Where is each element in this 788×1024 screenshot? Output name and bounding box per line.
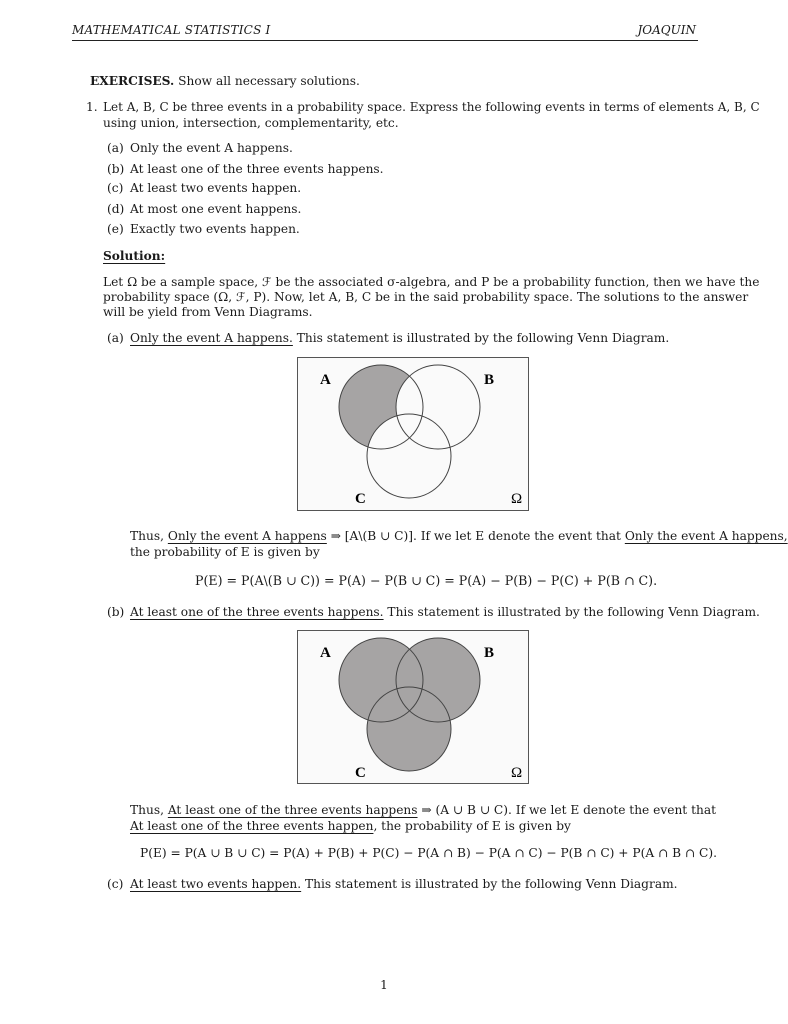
solution-heading: Solution: [103,249,166,263]
venn-diagram-b [297,630,529,784]
part-a-thus-line1 [130,529,788,544]
thus-prefix: Thus, [130,529,168,543]
exercises-line [90,74,360,89]
part-b-statement [130,605,760,620]
part-b-rest: This statement is illustrated by the following Venn Diagram. [383,605,760,619]
part-a-underlined: Only the event A happens. [130,331,293,345]
thus-line2-rest: , the probability of E is given by [373,819,571,833]
problem-number: 1. [86,100,98,114]
exercises-heading: EXERCISES. [90,74,175,88]
venn-label-c: C [355,491,366,507]
problem-text-line2: using union, intersection, complementarity, etc. [103,116,399,130]
solution-intro-line2: probability space (Ω, ℱ, P). Now, let A, B, C be in the said probability space. The solutions to the answer [103,290,749,304]
problem-text-line1: Let A, B, C be three events in a probability space. Express the following events in terms of elements A, B, C [103,100,760,114]
thus-middle: ⇒ (A ∪ B ∪ C). If we let E denote the event that [417,803,716,817]
venn-label-omega: Ω [511,765,523,781]
exercises-instruction: Show all necessary solutions. [178,74,360,88]
header-author: JOAQUIN [637,23,696,37]
part-a-equation: P(E) = P(A\(B ∪ C)) = P(A) − P(B ∪ C) = P(A) − P(B) − P(C) + P(B ∩ C). [195,573,658,588]
venn-label-a: A [320,372,331,388]
part-a-rest: This statement is illustrated by the following Venn Diagram. [292,331,670,345]
part-c-underlined: At least two events happen. [130,877,302,891]
thus-prefix: Thus, [130,803,168,817]
part-b-equation: P(E) = P(A ∪ B ∪ C) = P(A) + P(B) + P(C) − P(A ∩ B) − P(A ∩ C) − P(B ∩ C) + P(A ∩ B ∩ C). [140,846,717,860]
item-label: (e) [107,222,124,236]
part-b-label: (b) [107,605,125,619]
item-label: (d) [107,202,125,216]
item-text: Exactly two events happen. [130,222,300,236]
part-c-rest: This statement is illustrated by the following Venn Diagram. [301,877,678,891]
thus-underlined-1: Only the event A happens [167,529,327,543]
page-number: 1 [380,978,388,992]
part-a-label: (a) [107,331,124,345]
thus-underlined-1: At least one of the three events happens [167,803,418,817]
item-text: Only the event A happens. [130,141,293,155]
item-label: (c) [107,181,124,195]
solution-intro-line3: will be yield from Venn Diagrams. [103,305,313,319]
part-a-statement [130,331,669,346]
solution-intro-line1: Let Ω be a sample space, ℱ be the associated σ-algebra, and P be a probability function, then we have the [103,275,760,289]
part-b-thus-line1 [130,803,716,818]
thus-underlined-2: At least one of the three events happen [130,819,374,833]
item-text: At least one of the three events happens. [130,162,384,176]
part-b-underlined: At least one of the three events happens. [130,605,384,619]
header-rule [72,40,698,41]
thus-underlined-2: Only the event A happens, [624,529,788,543]
item-text: At least two events happen. [130,181,302,195]
item-label: (a) [107,141,124,155]
venn-label-a: A [320,645,331,661]
thus-middle: ⇒ [A\(B ∪ C)]. If we let E denote the event that [326,529,625,543]
venn-diagram-a [297,357,529,511]
venn-label-c: C [355,765,366,781]
venn-label-b: B [484,645,495,661]
part-b-thus-line2 [130,819,571,834]
item-label: (b) [107,162,125,176]
item-text: At most one event happens. [130,202,302,216]
venn-label-b: B [484,372,495,388]
venn-label-omega: Ω [511,491,523,507]
header-course: MATHEMATICAL STATISTICS I [72,23,271,37]
part-a-thus-line2: the probability of E is given by [130,545,320,559]
part-c-label: (c) [107,877,124,891]
part-c-statement [130,877,678,892]
